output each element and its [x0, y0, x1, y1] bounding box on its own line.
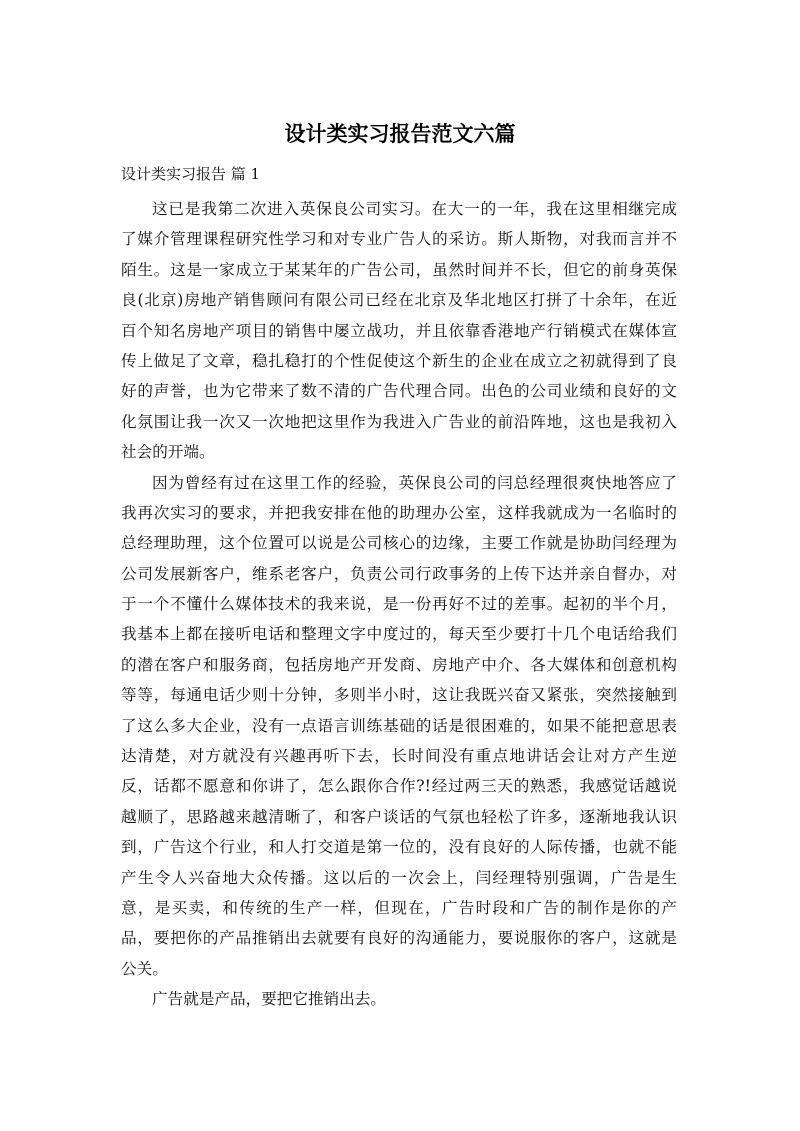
paragraph-line: 意，是买卖，和传统的生产一样，但现在，广告时段和广告的制作是你的产 — [121, 898, 677, 917]
paragraph-line: 于一个不懂什么媒体技术的我来说，是一份再好不过的差事。起初的半个月， — [121, 595, 677, 614]
document-body — [121, 194, 677, 1015]
paragraph-line: 因为曾经有过在这里工作的经验，英保良公司的闫总经理很爽快地答应了 — [152, 473, 677, 492]
document-title: 设计类实习报告范文六篇 — [284, 122, 516, 146]
section-heading: 设计类实习报告 篇 1 — [121, 165, 261, 183]
paragraph-line: 公司发展新客户，维系老客户，负责公司行政事务的上传下达并亲自督办，对 — [121, 564, 677, 583]
paragraph-line: 了媒介管理课程研究性学习和对专业广告人的采访。斯人斯物，对我而言并不 — [121, 230, 677, 249]
paragraph-line: 总经理助理，这个位置可以说是公司核心的边缘，主要工作就是协助闫经理为 — [121, 534, 677, 553]
paragraph-line: 产生令人兴奋地大众传播。这以后的一次会上，闫经理特别强调，广告是生 — [121, 868, 677, 887]
paragraph-line: 化氛围让我一次又一次地把这里作为我进入广告业的前沿阵地，这也是我初入 — [121, 412, 677, 431]
paragraph-line: 社会的开端。 — [121, 443, 215, 462]
paragraph-line: 陌生。这是一家成立于某某年的广告公司，虽然时间并不长，但它的前身英保 — [121, 260, 677, 279]
paragraph-line: 达清楚，对方就没有兴趣再听下去，长时间没有重点地讲话会让对方产生逆 — [121, 747, 677, 766]
paragraph-line: 好的声誉，也为它带来了数不清的广告代理合同。出色的公司业绩和良好的文 — [121, 382, 677, 401]
paragraph-line: 百个知名房地产项目的销售中屡立战功，并且依靠香港地产行销模式在媒体宣 — [121, 321, 677, 340]
paragraph-line: 良(北京)房地产销售顾问有限公司已经在北京及华北地区打拼了十余年，在近 — [121, 291, 677, 310]
paragraph — [121, 984, 677, 1014]
paragraph — [121, 194, 677, 468]
paragraph-line: 我再次实习的要求，并把我安排在他的助理办公室，这样我就成为一名临时的 — [121, 503, 677, 522]
paragraph-line: 越顺了，思路越来越清晰了，和客户谈话的气氛也轻松了许多，逐渐地我认识 — [121, 807, 677, 826]
paragraph-line: 反，话都不愿意和你讲了，怎么跟你合作?!经过两三天的熟悉，我感觉话越说 — [121, 777, 677, 796]
paragraph-line: 我基本上都在接听电话和整理文字中度过的，每天至少要打十几个电话给我们 — [121, 625, 677, 644]
paragraph-line: 这已是我第二次进入英保良公司实习。在大一的一年，我在这里相继完成 — [152, 200, 677, 218]
paragraph — [121, 468, 677, 985]
paragraph-line: 公关。 — [121, 959, 168, 978]
paragraph-line: 了这么多大企业，没有一点语言训练基础的话是很困难的，如果不能把意思表 — [121, 716, 677, 735]
paragraph-line: 的潜在客户和服务商，包括房地产开发商、房地产中介、各大媒体和创意机构 — [121, 655, 677, 674]
paragraph-line: 广告就是产品，要把它推销出去。 — [152, 990, 386, 1009]
paragraph-line: 传上做足了文章，稳扎稳打的个性促使这个新生的企业在成立之初就得到了良 — [121, 351, 677, 370]
paragraph-line: 到，广告这个行业，和人打交道是第一位的，没有良好的人际传播，也就不能 — [121, 838, 677, 857]
paragraph-line: 品，要把你的产品推销出去就要有良好的沟通能力，要说服你的客户，这就是 — [121, 929, 677, 948]
paragraph-line: 等等，每通电话少则十分钟，多则半小时，这让我既兴奋又紧张，突然接触到 — [121, 686, 677, 705]
